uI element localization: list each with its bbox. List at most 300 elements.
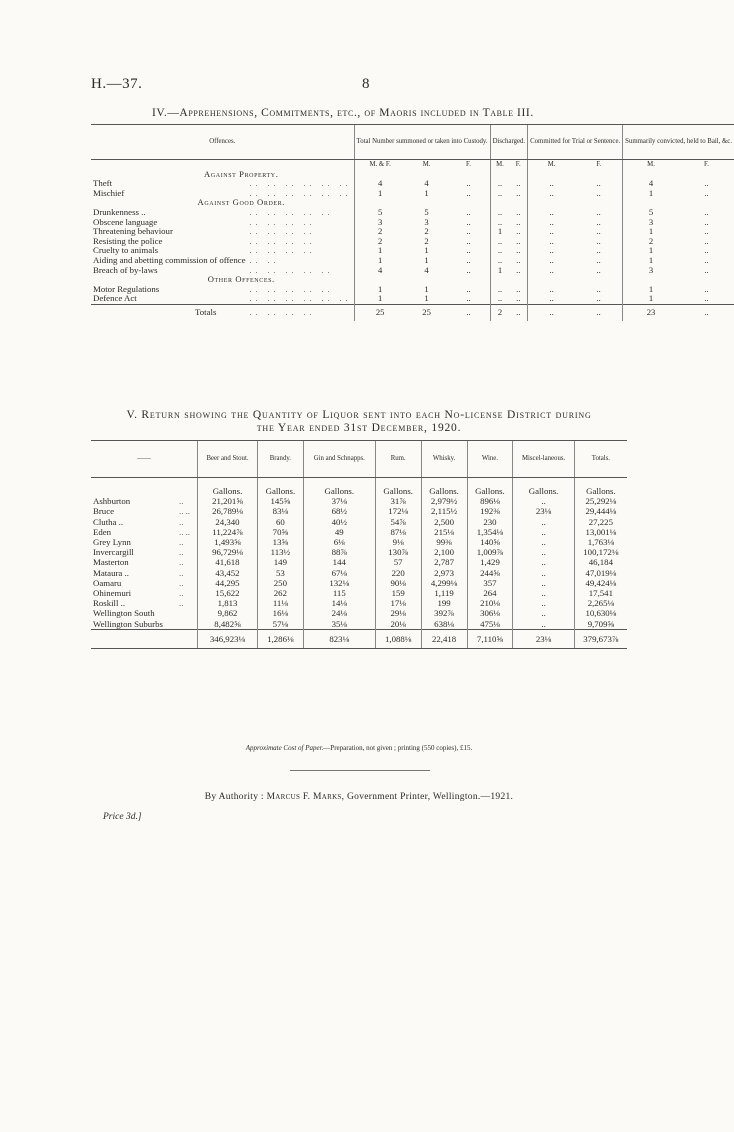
leader-dots: .. .. .. .. bbox=[248, 304, 355, 321]
value-cell: .. bbox=[516, 187, 521, 198]
offence-label: Mischief bbox=[93, 187, 125, 198]
value-cell: .. bbox=[528, 266, 576, 276]
value-cell: .. bbox=[490, 246, 509, 256]
value-cell: 4 bbox=[354, 266, 406, 276]
value-cell: 88⅞ bbox=[303, 547, 375, 557]
value-cell: .. bbox=[490, 256, 509, 266]
value-cell: .. bbox=[596, 293, 601, 304]
value-cell: .. bbox=[528, 246, 576, 256]
value-cell: 4,299⅛ bbox=[421, 578, 467, 588]
value-cell: 14⅛ bbox=[303, 598, 375, 608]
table-row bbox=[91, 557, 627, 567]
value-cell: 2 bbox=[354, 237, 406, 247]
column-header: —— bbox=[91, 441, 198, 478]
value-cell: 1 bbox=[424, 245, 429, 256]
value-cell: .. bbox=[466, 187, 471, 198]
table-row bbox=[91, 578, 627, 588]
subheader-cell: F. bbox=[515, 161, 521, 168]
value-cell: .. bbox=[528, 189, 576, 199]
value-cell: .. bbox=[596, 245, 601, 256]
value-cell: 57 bbox=[375, 557, 421, 567]
subheader-cell: F. bbox=[466, 161, 471, 168]
value-cell: 1,009⅞ bbox=[467, 547, 513, 557]
offence-label: Aiding and abetting commission of offence bbox=[93, 254, 246, 265]
cost-label: Approximate Cost of Paper. bbox=[245, 744, 324, 752]
offence-label: Breach of by-laws bbox=[93, 264, 158, 275]
value-cell: 475⅛ bbox=[467, 619, 513, 630]
value-cell: 99⅜ bbox=[421, 537, 467, 547]
value-cell: .. bbox=[466, 178, 471, 189]
table-row bbox=[91, 537, 627, 547]
unit-cell: Gallons. bbox=[574, 478, 627, 497]
value-cell: .. bbox=[528, 304, 576, 321]
value-cell: .. bbox=[528, 294, 576, 304]
value-cell: 57⅛ bbox=[257, 619, 303, 630]
value-cell: .. bbox=[704, 245, 709, 256]
value-cell: .. bbox=[513, 608, 574, 618]
value-cell: .. bbox=[704, 254, 709, 265]
offence-label: Threatening behaviour bbox=[93, 226, 173, 237]
total-cell: 1,088⅛ bbox=[375, 629, 421, 648]
value-cell: 23⅛ bbox=[513, 506, 574, 516]
value-cell: .. bbox=[516, 178, 521, 189]
value-cell: 1 bbox=[623, 256, 679, 266]
leader-dots: .. .. bbox=[249, 255, 280, 265]
value-cell: 17,541 bbox=[574, 588, 627, 598]
value-cell: 67⅛ bbox=[303, 568, 375, 578]
unit-cell: Gallons. bbox=[257, 478, 303, 497]
value-cell: 1 bbox=[354, 285, 406, 295]
total-cell: 823⅛ bbox=[303, 629, 375, 648]
value-cell: .. bbox=[575, 304, 623, 321]
value-cell: 1 bbox=[354, 294, 406, 304]
value-cell: 159 bbox=[375, 588, 421, 598]
value-cell: .. bbox=[490, 285, 509, 295]
value-cell: 5 bbox=[424, 206, 429, 217]
leader-dots: .. bbox=[179, 537, 184, 548]
value-cell: 54⅞ bbox=[375, 517, 421, 527]
totals-row bbox=[91, 304, 734, 321]
value-cell: 5 bbox=[354, 208, 406, 218]
value-cell: 2,979½ bbox=[421, 496, 467, 506]
unit-cell: Gallons. bbox=[303, 478, 375, 497]
value-cell: 192⅜ bbox=[467, 506, 513, 516]
value-cell: .. bbox=[704, 283, 709, 294]
unit-cell: Gallons. bbox=[513, 478, 574, 497]
value-cell: 23 bbox=[623, 304, 679, 321]
value-cell: 49 bbox=[303, 527, 375, 537]
value-cell: 3 bbox=[623, 218, 679, 228]
column-header: Whisky. bbox=[421, 441, 467, 478]
value-cell: 5 bbox=[623, 208, 679, 218]
value-cell: 47,019⅛ bbox=[574, 568, 627, 578]
value-cell: 149 bbox=[257, 557, 303, 567]
value-cell: 26,789⅛ bbox=[198, 506, 258, 516]
value-cell: 2,100 bbox=[421, 547, 467, 557]
value-cell: 9,862 bbox=[198, 608, 258, 618]
value-cell: .. bbox=[516, 293, 521, 304]
value-cell: 264 bbox=[467, 588, 513, 598]
value-cell: .. bbox=[704, 226, 709, 237]
offence-label: Drunkenness .. bbox=[93, 206, 146, 217]
value-cell: 29,444⅛ bbox=[574, 506, 627, 516]
value-cell: 8,482⅝ bbox=[198, 619, 258, 630]
value-cell: 16⅛ bbox=[257, 608, 303, 618]
value-cell: 4 bbox=[623, 179, 679, 189]
value-cell: 4 bbox=[354, 179, 406, 189]
table-row bbox=[91, 294, 734, 304]
table-row bbox=[91, 256, 734, 266]
value-cell: 2,265⅛ bbox=[574, 598, 627, 608]
totals-blank bbox=[91, 629, 198, 648]
value-cell: 20⅛ bbox=[375, 619, 421, 630]
column-header: Brandy. bbox=[257, 441, 303, 478]
value-cell: 250 bbox=[257, 578, 303, 588]
value-cell: .. bbox=[447, 304, 490, 321]
section-heading: Against Good Order. bbox=[197, 197, 285, 208]
table-row bbox=[91, 237, 734, 247]
value-cell: 144 bbox=[303, 557, 375, 567]
value-cell: 140⅝ bbox=[467, 537, 513, 547]
district-name: Wellington Suburbs bbox=[93, 618, 163, 629]
value-cell: 172⅛ bbox=[375, 506, 421, 516]
offence-label: Obscene language bbox=[93, 216, 158, 227]
subheader-cell: M. & F. bbox=[354, 160, 406, 170]
value-cell: 43,452 bbox=[198, 568, 258, 578]
value-cell: .. bbox=[596, 254, 601, 265]
value-cell: 1 bbox=[354, 256, 406, 266]
authority-line bbox=[91, 792, 627, 802]
value-cell: 25 bbox=[406, 304, 448, 321]
subheader-cell: F. bbox=[596, 161, 602, 168]
subheader-cell: M. bbox=[528, 160, 576, 170]
value-cell: .. bbox=[704, 206, 709, 217]
value-cell: .. bbox=[596, 206, 601, 217]
section-heading: Against Property. bbox=[204, 168, 279, 179]
leader-dots: .. bbox=[179, 547, 184, 558]
value-cell: .. bbox=[466, 254, 471, 265]
value-cell: 4 bbox=[424, 178, 429, 189]
leader-dots: .. .. .. .. bbox=[249, 227, 316, 237]
value-cell: 1 bbox=[623, 246, 679, 256]
value-cell: 1,119 bbox=[421, 588, 467, 598]
section-heading: Other Offences. bbox=[207, 274, 275, 285]
table5-title bbox=[91, 409, 627, 435]
value-cell: 40½ bbox=[303, 517, 375, 527]
header-summarily: Summarily convicted, held to Bail, &c. bbox=[623, 125, 734, 160]
unit-blank bbox=[91, 478, 198, 497]
value-cell: .. bbox=[490, 237, 509, 247]
value-cell: .. bbox=[528, 237, 576, 247]
value-cell: 306⅛ bbox=[467, 608, 513, 618]
value-cell: 70⅝ bbox=[257, 527, 303, 537]
column-header: Totals. bbox=[574, 441, 627, 478]
value-cell: .. bbox=[516, 235, 521, 246]
value-cell: 1 bbox=[623, 294, 679, 304]
value-cell: 17⅛ bbox=[375, 598, 421, 608]
total-cell: 1,286⅛ bbox=[257, 629, 303, 648]
table-row bbox=[91, 619, 627, 630]
column-header: Miscel-laneous. bbox=[513, 441, 574, 478]
value-cell: .. bbox=[528, 227, 576, 237]
value-cell: .. bbox=[704, 293, 709, 304]
value-cell: .. bbox=[596, 187, 601, 198]
value-cell: 2,115½ bbox=[421, 506, 467, 516]
value-cell: .. bbox=[596, 178, 601, 189]
value-cell: 9,709⅝ bbox=[574, 619, 627, 630]
total-cell: 346,923⅛ bbox=[198, 629, 258, 648]
table5-title-line2: the Year ended 31st December, 1920. bbox=[256, 422, 462, 434]
table5-title-line1: V. Return showing the Quantity of Liquor sent into each No-license District during bbox=[126, 409, 592, 421]
table-row bbox=[91, 527, 627, 537]
table-row bbox=[91, 608, 627, 618]
value-cell: .. bbox=[516, 245, 521, 256]
value-cell: .. bbox=[513, 598, 574, 608]
offence-label: Motor Regulations bbox=[93, 283, 160, 294]
value-cell: 1 bbox=[424, 283, 429, 294]
value-cell: 1,763⅛ bbox=[574, 537, 627, 547]
subheader-cell: M. bbox=[623, 160, 679, 170]
subheader-cell: F. bbox=[704, 161, 709, 168]
value-cell: .. bbox=[513, 557, 574, 567]
value-cell: 60 bbox=[257, 517, 303, 527]
value-cell: .. bbox=[596, 235, 601, 246]
section-row bbox=[91, 198, 734, 208]
value-cell: 2,973 bbox=[421, 568, 467, 578]
subheader-cell: M. bbox=[422, 161, 431, 168]
value-cell: 2 bbox=[424, 235, 429, 246]
value-cell: .. bbox=[704, 178, 709, 189]
value-cell: 199 bbox=[421, 598, 467, 608]
value-cell: 1,813 bbox=[198, 598, 258, 608]
leader-dots: .. bbox=[179, 598, 184, 609]
value-cell: .. bbox=[466, 216, 471, 227]
leader-dots: .. .. .. .. .. .. bbox=[249, 294, 352, 304]
value-cell: 2 bbox=[424, 226, 429, 237]
value-cell: .. bbox=[704, 264, 709, 275]
value-cell: 210⅛ bbox=[467, 598, 513, 608]
district-name: Invercargill bbox=[93, 547, 134, 558]
value-cell: 145⅝ bbox=[257, 496, 303, 506]
district-name: Clutha .. bbox=[93, 516, 124, 527]
district-name: Grey Lynn bbox=[93, 537, 131, 548]
value-cell: 27,225 bbox=[574, 517, 627, 527]
value-cell: .. bbox=[528, 208, 576, 218]
value-cell: 2,500 bbox=[421, 517, 467, 527]
table-row bbox=[91, 179, 734, 189]
table-row bbox=[91, 218, 734, 228]
value-cell: 10,630⅛ bbox=[574, 608, 627, 618]
value-cell: 220 bbox=[375, 568, 421, 578]
value-cell: 87⅛ bbox=[375, 527, 421, 537]
value-cell: .. bbox=[513, 517, 574, 527]
offence-label: Theft bbox=[93, 178, 113, 189]
value-cell: .. bbox=[466, 293, 471, 304]
subheader-row bbox=[91, 160, 734, 170]
value-cell: 44,295 bbox=[198, 578, 258, 588]
value-cell: 90⅛ bbox=[375, 578, 421, 588]
table-row bbox=[91, 598, 627, 608]
table-row bbox=[91, 266, 734, 276]
value-cell: .. bbox=[513, 496, 574, 506]
header-committed: Committed for Trial or Sentence. bbox=[528, 125, 623, 160]
cost-text: —Preparation, not given ; printing (550 copies), £15. bbox=[323, 744, 473, 752]
leader-dots bbox=[177, 608, 198, 618]
table-row bbox=[91, 588, 627, 598]
district-name: Wellington South bbox=[93, 608, 155, 619]
value-cell: 1 bbox=[354, 189, 406, 199]
value-cell: .. bbox=[516, 206, 521, 217]
leader-dots: .. .. .. .. bbox=[249, 236, 316, 246]
value-cell: 68½ bbox=[303, 506, 375, 516]
table4-title: IV.—Apprehensions, Commitments, etc., of Maoris included in Table III. bbox=[152, 107, 534, 119]
column-header: Gin and Schnapps. bbox=[303, 441, 375, 478]
value-cell: .. bbox=[596, 264, 601, 275]
value-cell: 2 bbox=[354, 227, 406, 237]
value-cell: .. bbox=[513, 547, 574, 557]
value-cell: 24⅛ bbox=[303, 608, 375, 618]
value-cell: 3 bbox=[623, 266, 679, 276]
leader-dots: .. .. .. .. .. .. bbox=[249, 179, 352, 189]
table-row bbox=[91, 506, 627, 516]
value-cell: 49,424⅛ bbox=[574, 578, 627, 588]
value-cell: 35⅛ bbox=[303, 619, 375, 630]
totals-row bbox=[91, 629, 627, 648]
value-cell: .. bbox=[528, 285, 576, 295]
value-cell: .. bbox=[513, 619, 574, 630]
value-cell: .. bbox=[704, 216, 709, 227]
value-cell: .. bbox=[516, 216, 521, 227]
value-cell: 1 bbox=[490, 266, 509, 276]
value-cell: 31⅞ bbox=[375, 496, 421, 506]
value-cell: 41,618 bbox=[198, 557, 258, 567]
value-cell: .. bbox=[516, 283, 521, 294]
value-cell: .. bbox=[679, 304, 734, 321]
offence-label: Totals bbox=[91, 304, 248, 321]
value-cell: 244⅝ bbox=[467, 568, 513, 578]
value-cell: .. bbox=[528, 179, 576, 189]
value-cell: .. bbox=[466, 235, 471, 246]
value-cell: 1 bbox=[424, 293, 429, 304]
value-cell: .. bbox=[704, 187, 709, 198]
table5 bbox=[91, 440, 627, 649]
value-cell: .. bbox=[596, 226, 601, 237]
value-cell: 1 bbox=[490, 227, 509, 237]
value-cell: .. bbox=[490, 294, 509, 304]
value-cell: 230 bbox=[467, 517, 513, 527]
table-row bbox=[91, 227, 734, 237]
leader-dots: .. bbox=[179, 496, 184, 507]
leader-dots: .. .. .. .. .. bbox=[249, 265, 334, 275]
section-row bbox=[91, 275, 734, 285]
subheader-cell: M. bbox=[490, 160, 509, 170]
value-cell: 638⅛ bbox=[421, 619, 467, 630]
value-cell: .. bbox=[596, 283, 601, 294]
value-cell: 1 bbox=[424, 254, 429, 265]
offence-label: Resisting the police bbox=[93, 235, 163, 246]
header-offences: Offences. bbox=[91, 125, 354, 160]
offence-label: Defence Act bbox=[93, 293, 137, 304]
value-cell: 1,354⅛ bbox=[467, 527, 513, 537]
total-cell: 379,673⅞ bbox=[574, 629, 627, 648]
value-cell: 1,429 bbox=[467, 557, 513, 567]
value-cell: .. bbox=[490, 189, 509, 199]
district-name: Bruce bbox=[93, 506, 115, 517]
total-cell: 23⅛ bbox=[513, 629, 574, 648]
district-name: Mataura .. bbox=[93, 567, 129, 578]
value-cell: .. bbox=[516, 264, 521, 275]
value-cell: 3 bbox=[354, 218, 406, 228]
value-cell: .. bbox=[513, 527, 574, 537]
value-cell: .. bbox=[513, 578, 574, 588]
authority-prefix: By Authority : bbox=[204, 792, 264, 802]
value-cell: .. bbox=[490, 218, 509, 228]
leader-dots: .. bbox=[179, 577, 184, 588]
value-cell: 9⅛ bbox=[375, 537, 421, 547]
value-cell: 2 bbox=[623, 237, 679, 247]
value-cell: 1 bbox=[623, 285, 679, 295]
value-cell: 2 bbox=[490, 304, 509, 321]
value-cell: 13,001⅛ bbox=[574, 527, 627, 537]
value-cell: 1 bbox=[354, 246, 406, 256]
value-cell: 1,493⅝ bbox=[198, 537, 258, 547]
value-cell: 1 bbox=[424, 187, 429, 198]
district-name: Roskill .. bbox=[93, 598, 126, 609]
value-cell: .. bbox=[466, 264, 471, 275]
value-cell: .. bbox=[513, 588, 574, 598]
page-number: 8 bbox=[362, 76, 370, 92]
value-cell: .. bbox=[466, 245, 471, 256]
district-name: Ashburton bbox=[93, 496, 131, 507]
value-cell: .. bbox=[513, 568, 574, 578]
column-header: Wine. bbox=[467, 441, 513, 478]
value-cell: 1 bbox=[623, 189, 679, 199]
leader-dots: .. .. bbox=[179, 526, 190, 537]
cost-note bbox=[91, 744, 627, 752]
column-header: Rum. bbox=[375, 441, 421, 478]
value-cell: 357 bbox=[467, 578, 513, 588]
value-cell: .. bbox=[516, 226, 521, 237]
value-cell: 2,787 bbox=[421, 557, 467, 567]
leader-dots bbox=[177, 619, 198, 630]
leader-dots: .. .. bbox=[179, 506, 190, 517]
value-cell: 96,729⅛ bbox=[198, 547, 258, 557]
section-row bbox=[91, 170, 734, 180]
value-cell: 262 bbox=[257, 588, 303, 598]
value-cell: 4 bbox=[424, 264, 429, 275]
leader-dots: .. bbox=[179, 557, 184, 568]
leader-dots: .. bbox=[179, 567, 184, 578]
value-cell: .. bbox=[513, 537, 574, 547]
table-row bbox=[91, 496, 627, 506]
table-row bbox=[91, 208, 734, 218]
value-cell: 29⅛ bbox=[375, 608, 421, 618]
district-name: Ohinemuri bbox=[93, 588, 132, 599]
leader-dots: .. .. .. .. bbox=[249, 217, 316, 227]
value-cell: 21,201⅝ bbox=[198, 496, 258, 506]
leader-dots: .. bbox=[179, 516, 184, 527]
value-cell: 25 bbox=[354, 304, 406, 321]
table-row bbox=[91, 189, 734, 199]
value-cell: 896⅛ bbox=[467, 496, 513, 506]
authority-suffix: Government Printer, Wellington.—1921. bbox=[346, 792, 514, 802]
value-cell: .. bbox=[528, 256, 576, 266]
value-cell: .. bbox=[490, 208, 509, 218]
value-cell: 215⅛ bbox=[421, 527, 467, 537]
page-identifier: H.—37. bbox=[91, 76, 143, 92]
value-cell: 53 bbox=[257, 568, 303, 578]
value-cell: 15,622 bbox=[198, 588, 258, 598]
